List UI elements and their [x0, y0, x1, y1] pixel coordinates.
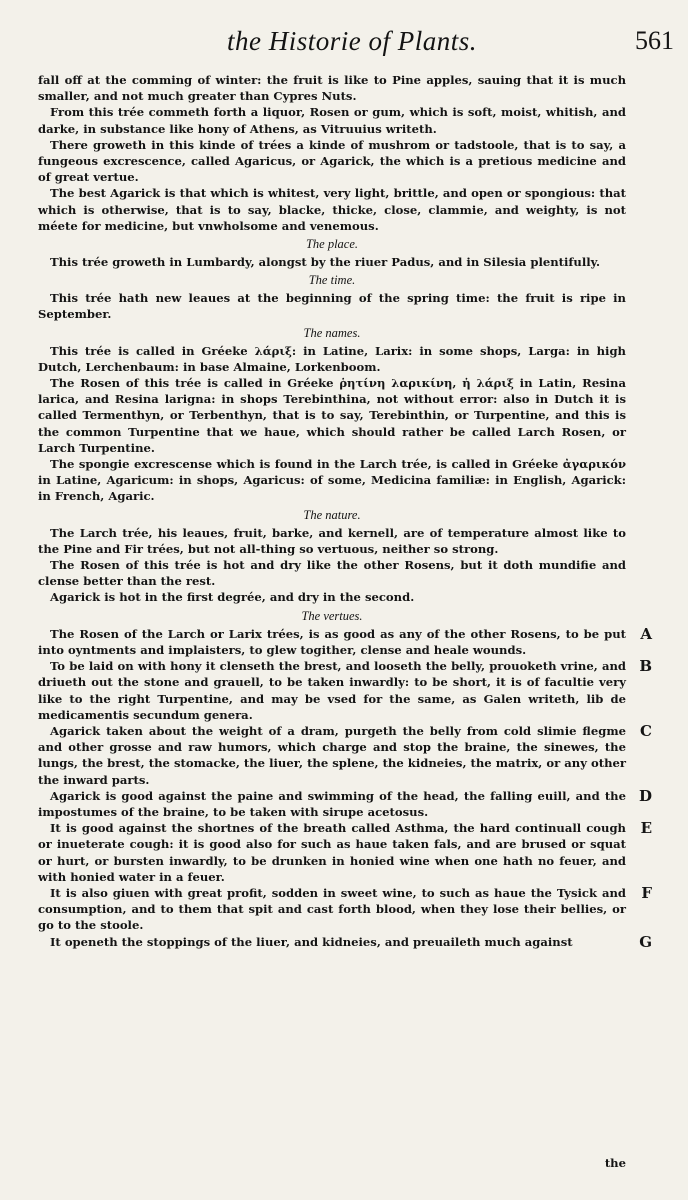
- paragraph-text: Agarick taken about the weight of a dram, purgeth the belly from cold slimie flegme and other grosse and raw humors, which charge and stop the braine, the sinewes, the lungs, the brest, the stomacke, the liuer, the splene, the kidneies, the matrix, or any other the inward parts.: [38, 723, 626, 787]
- paragraph-text: The spongie excrescense which is found in the Larch trée, is called in Gréeke ἀγαρικόν in Latine, Agaricum: in shops, Agaricus: of some, Medicina familiæ: in English, Agarick: in French, Agaric.: [38, 457, 626, 504]
- section-heading: The place.: [305, 237, 359, 252]
- paragraph-text: It is good against the shortnes of the breath called Asthma, the hard continuall cough or inueterate cough: it is good also for such as haue taken fals, and are brused or squat or hurt, or bursten inwardly, to be drunken in honied wine when one hath no feuer, and with honied water in a feuer.: [38, 821, 626, 884]
- paragraph: [38, 185, 626, 234]
- margin-letter: G: [639, 932, 652, 951]
- paragraph: [38, 657, 652, 723]
- paragraph-text: From this trée commeth forth a liquor, Rosen or gum, which is soft, moist, whitish, and darke, in substance like hony of Athens, as Vitruuius writeth.: [38, 105, 626, 136]
- running-title: the Historie of Plants.: [227, 26, 477, 56]
- paragraph: [38, 786, 652, 820]
- page-header: [38, 26, 674, 72]
- paragraph: [38, 557, 626, 589]
- paragraph-text: Agarick is good against the paine and swimming of the head, the falling euill, and the impostumes of the braine, to be taken with sirupe acetosus.: [38, 788, 626, 819]
- paragraph-text: It is also giuen with great profit, sodden in sweet wine, to such as haue the Tysick and consumption, and to them that spit and cast forth blood, when they lose their bellies, or go to the stoole.: [38, 885, 626, 933]
- paragraph-text: fall off at the comming of winter: the fruit is like to Pine apples, sauing that it is much smaller, and not much greater than Cypres Nuts.: [38, 73, 626, 104]
- paragraph: [38, 375, 626, 456]
- paragraph: [38, 343, 626, 375]
- section-heading: The time.: [308, 273, 356, 288]
- margin-letter: B: [639, 657, 652, 676]
- paragraph: [38, 589, 626, 605]
- paragraph: [38, 104, 626, 136]
- section-heading: The nature.: [303, 507, 361, 522]
- paragraph-text: This trée groweth in Lumbardy, alongst by the riuer Padus, and in Silesia plentifully.: [50, 255, 601, 270]
- margin-letter: D: [638, 786, 652, 805]
- paragraph: [38, 137, 626, 186]
- paragraph-text: Agarick is hot in the first degrée, and dry in the second.: [50, 590, 415, 605]
- paragraph-text: This trée hath new leaues at the beginning of the spring time: the fruit is ripe in September.: [38, 291, 626, 322]
- section-heading: The vertues.: [301, 608, 363, 623]
- paragraph: [38, 932, 652, 951]
- paragraph-text: The Larch trée, his leaues, fruit, barke, and kernell, are of temperature almost like to the Pine and Fir trées, but not all-thing so vertuous, neither so strong.: [38, 525, 626, 556]
- catchword: the: [604, 1156, 626, 1170]
- margin-letter: F: [641, 883, 652, 902]
- paragraph: [38, 624, 652, 658]
- paragraph-text: The best Agarick is that which is whitest, very light, brittle, and open or spongious: that which is otherwise, that is to say, blacke, thicke, close, clammie, and weighty, is not méete for medicine, but vnwholsome and venemous.: [38, 186, 626, 233]
- paragraph-text: It openeth the stoppings of the liuer, and kidneies, and preuaileth much against: [50, 934, 573, 949]
- margin-letter: C: [640, 721, 652, 740]
- paragraph: [38, 254, 626, 270]
- paragraph: [38, 525, 626, 557]
- paragraph: [38, 290, 626, 322]
- margin-letter: E: [640, 819, 652, 838]
- paragraph: [38, 456, 626, 505]
- margin-letter: A: [640, 624, 652, 643]
- paragraph: [38, 883, 652, 934]
- paragraph-text: The Rosen of the Larch or Larix trées, is as good as any of the other Rosens, to be put into oyntments and implaisters, to glew togither, clense and heale wounds.: [38, 626, 626, 657]
- paragraph-text: The Rosen of this trée is called in Gréeke ῥητίνη λαρικίνη, ἡ λάριξ in Latin, Resina larica, and Resina larigna: in shops Terebinthina, not without error: also in Dutch it is called Termenthyn, or Terbenthyn, that is to say, Terebinthin, or Turpentine, and this is the common Turpentine that we haue, which should rather be called Larch Rosen, or Larch Turpentine.: [38, 376, 626, 455]
- paragraph-text: There groweth in this kinde of trées a kinde of mushrom or tadstoole, that is to say, a fungeous excrescence, called Agaricus, or Agarick, the which is a pretious medicine and of great vertue.: [38, 137, 626, 185]
- page-number: 561: [635, 26, 674, 55]
- paragraph-text: The Rosen of this trée is hot and dry like the other Rosens, but it doth mundifie and clense better than the rest.: [38, 558, 626, 589]
- paragraph-text: This trée is called in Gréeke λάριξ: in Latine, Larix: in some shops, Larga: in high Dutch, Lerchenbaum: in base Almaine, Lorkenboom.: [38, 343, 626, 374]
- paragraph-text: To be laid on with hony it clenseth the brest, and looseth the belly, prouoketh vrine, and driueth out the stone and grauell, to be taken inwardly: to be short, it is of facultie very like to the right Turpentine, and may be vsed for the same, as Galen writeth, lib de medicamentis secundum genera.: [38, 659, 626, 722]
- paragraph: [38, 72, 626, 104]
- body-text: [38, 72, 652, 951]
- paragraph: [38, 721, 652, 788]
- paragraph: [38, 819, 652, 885]
- section-heading: The names.: [303, 325, 361, 340]
